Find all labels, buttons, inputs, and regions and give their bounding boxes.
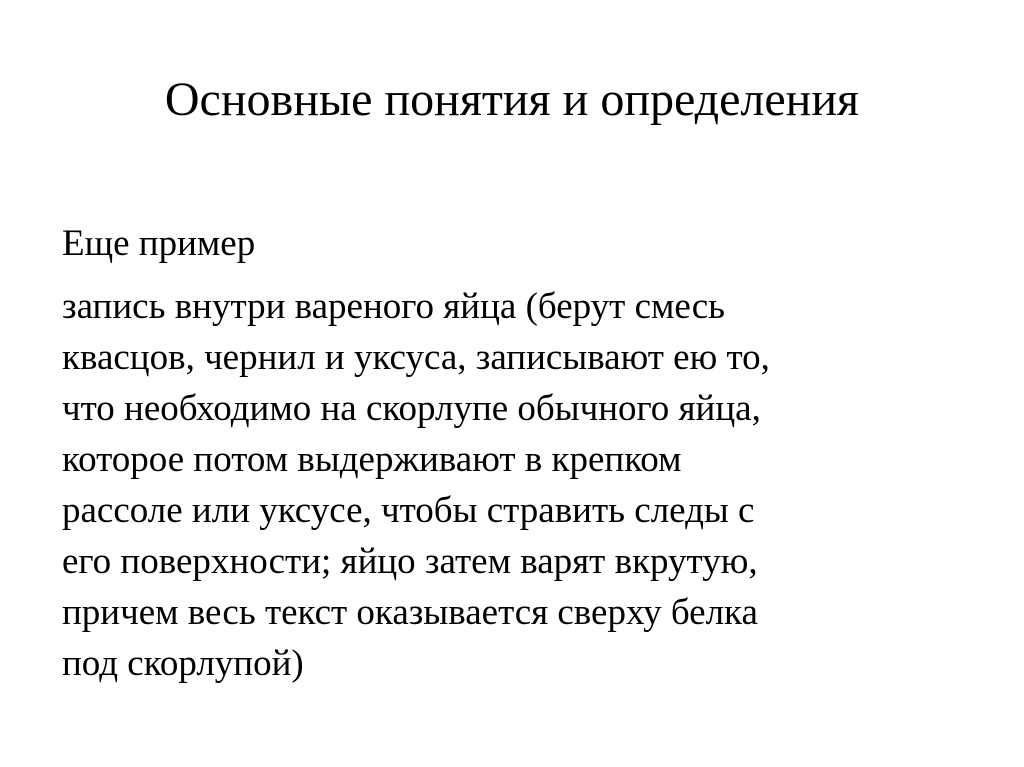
body-paragraph-intro: Еще пример — [62, 223, 256, 264]
slide-title: Основные понятия и определения — [164, 73, 860, 126]
slide-body — [62, 218, 962, 701]
body-paragraph-example: запись внутри вареного яйца (берут смесь квасцов, чернил и уксуса, записывают ею то, что необходимо на скорлупе обычного яйца, которое потом выдерживают в крепком рассоле или уксусе, чтобы стравить следы с его поверхности; яйцо затем варят вкрутую, причем весь текст оказывается сверху белка под скорлупой) — [62, 286, 770, 684]
